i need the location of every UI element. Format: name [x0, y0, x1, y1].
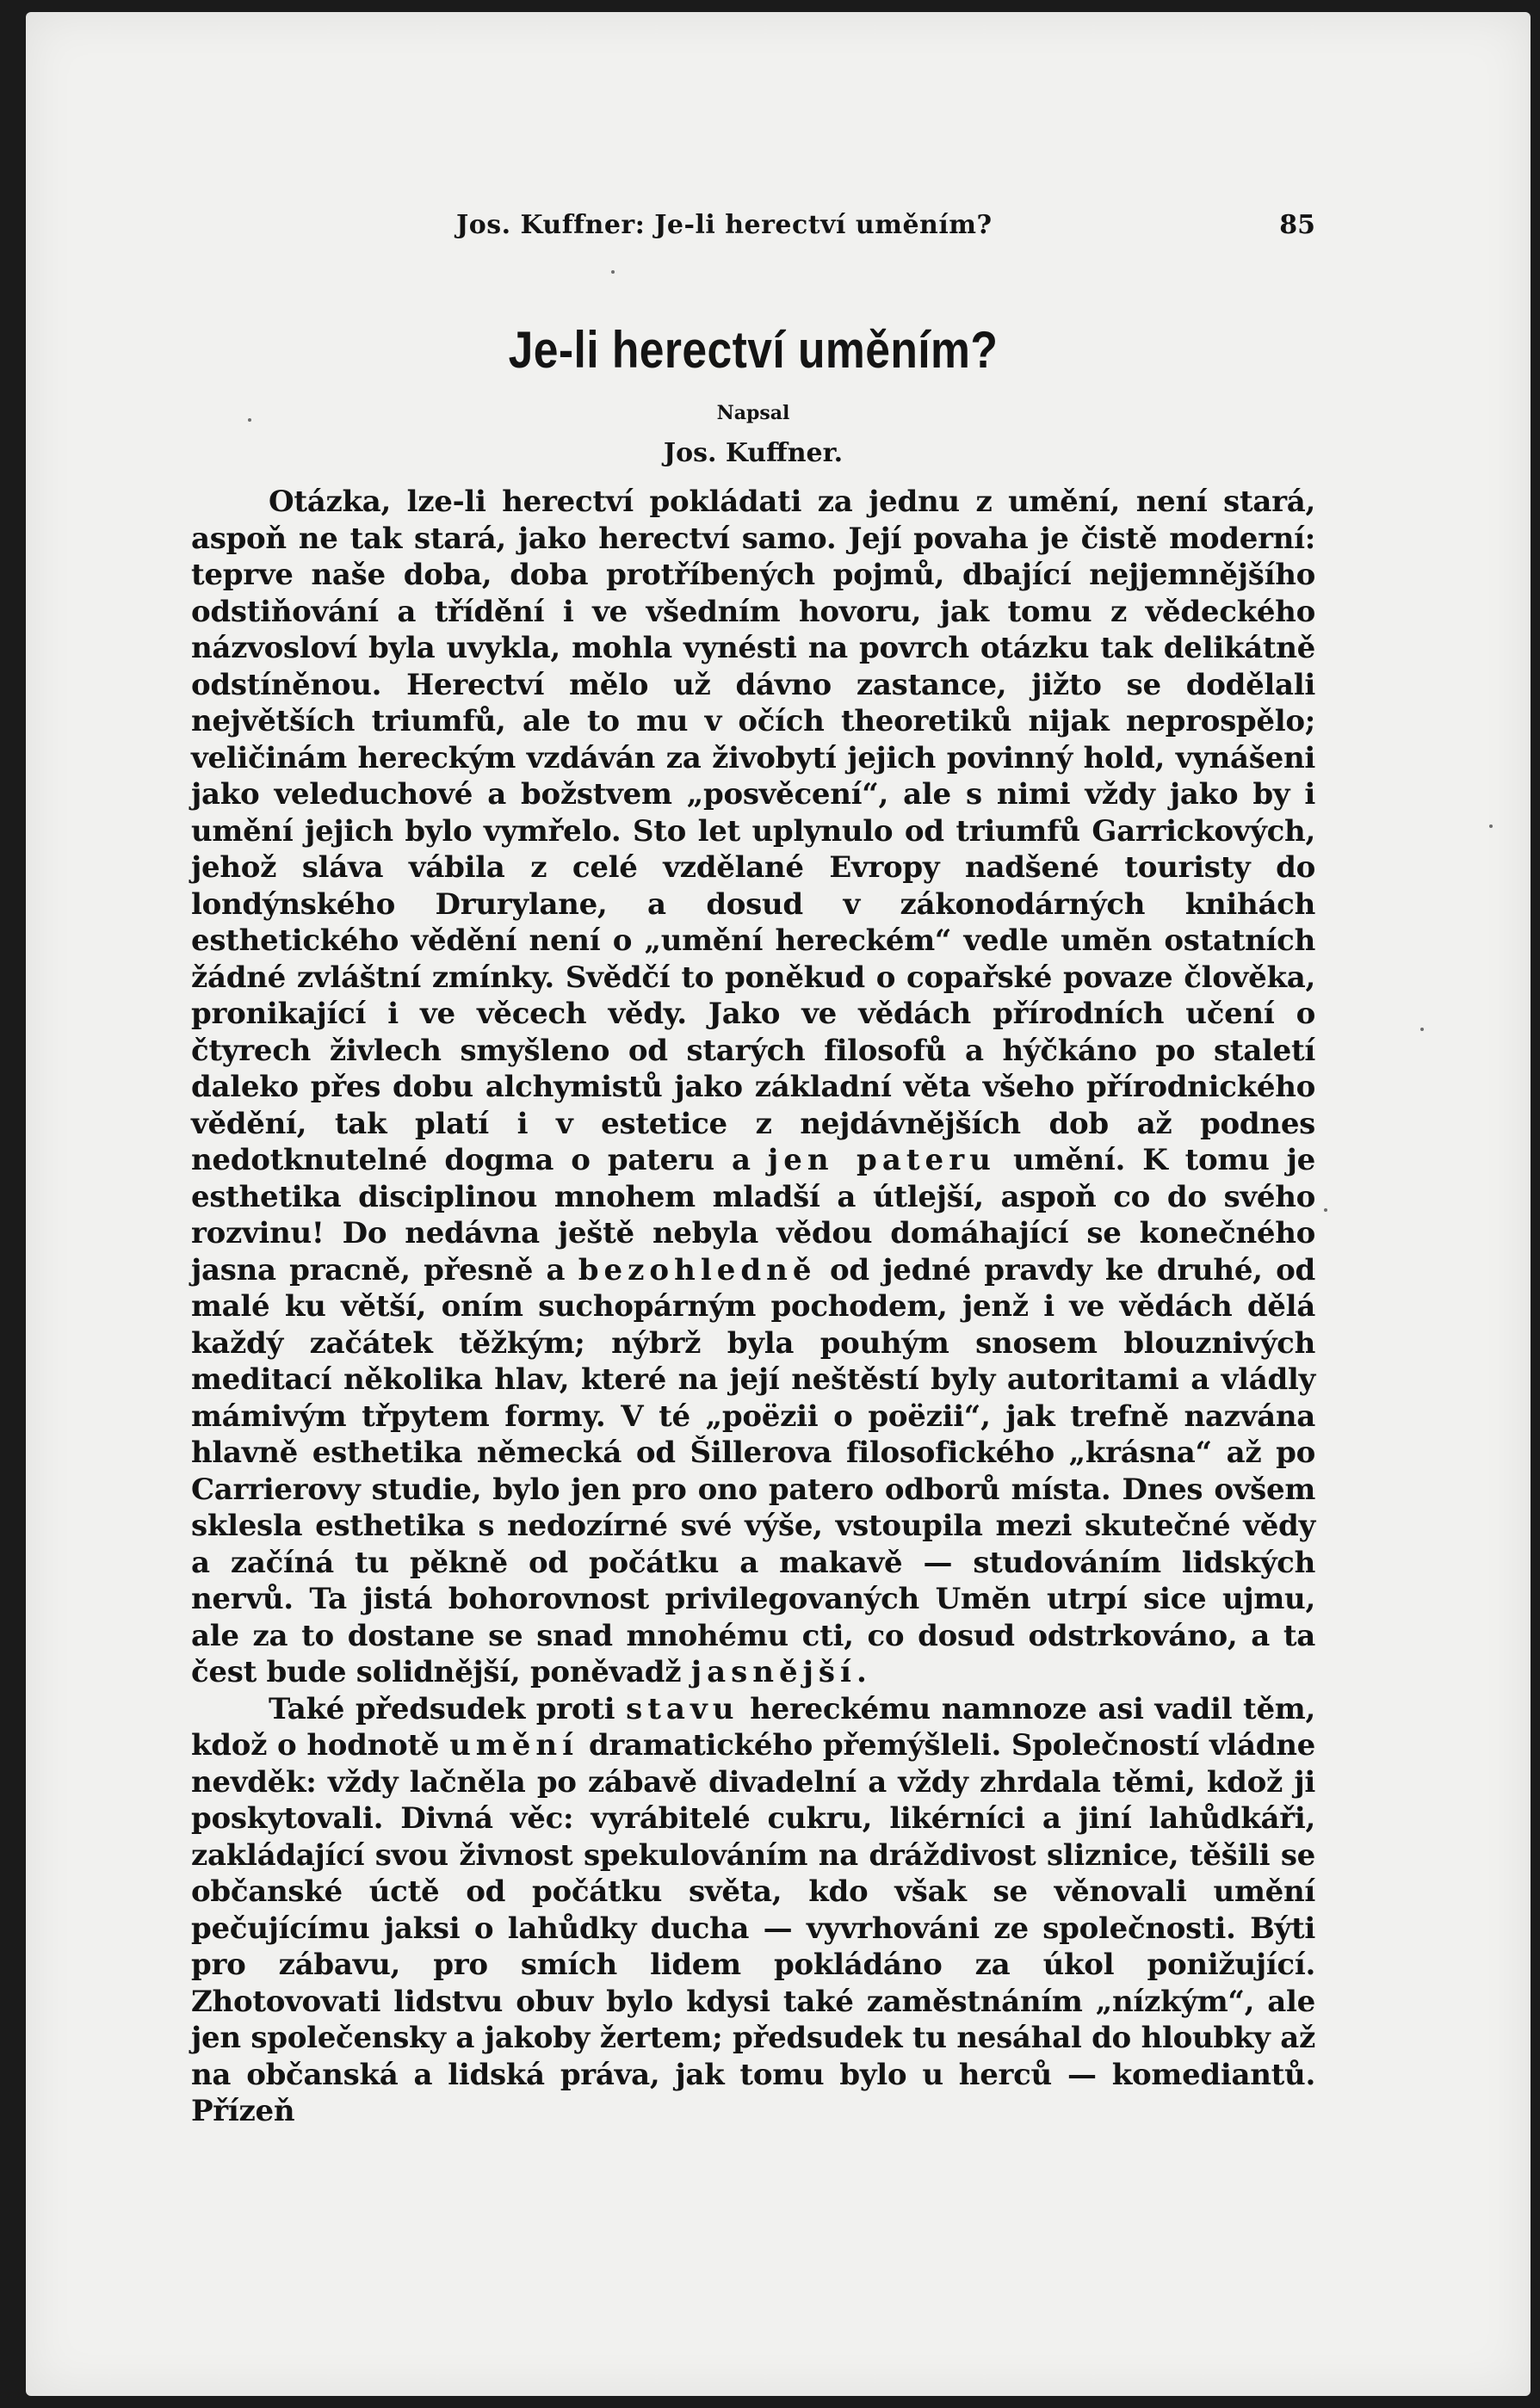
- text-run: Také předsudek proti: [269, 1691, 615, 1726]
- text-run: Otázka, lze-li herectví pokládati za jednu z umění, není stará, aspoň ne tak stará, jako herectví samo. Její povaha je čistě moderní: teprve naše doba, doba protříbených pojmů, dbající nejjemnějšího odstiňování a třídění i ve všedním hovoru, jak tomu z vědeckého názvosloví byla uvykla, mohla vynésti na povrch otázku tak delikátně odstíněnou. Herectví mělo už dávno zastance, jižto se dodělali největších triumfů, ale to mu v očích theoretiků nijak neprospělo; veličinám hereckým vzdáván za živobytí jejich povinný hold, vynášeni jako veleduchové a božstvem „posvěcení“, ale s nimi vždy jako by i umění jejich bylo vymřelo. Sto let uplynulo od triumfů Garrickových, jehož sláva vábila z celé vzdělané Evropy nadšené touristy do londýnského Drurylane, a dosud v zákonodárných knihách esthetického vědění není o „umění hereckém“ vedle umĕn ostatních žádné zvláštní zmínky. Svědčí to poněkud o copařské povaze člověka, pronikající i ve věcech vědy. Jako ve vědách přírodních učení o čtyrech živlech smyšleno od starých filosofů a hýčkáno po staletí daleko přes dobu alchymistů jako základní věta všeho přírodnického vědění, tak platí i v estetice z nejdávnějších dob až podnes nedotknutelné dogma o pateru a: [191, 485, 1315, 1177]
- byline-label: Napsal: [716, 402, 790, 424]
- text-run: dramatického přemýšleli. Společností vládne nevděk: vždy lačněla po zábavě divadelní a vždy zhrdala těmi, kdož ji poskytovali. Divná věc: vyrábitelé cukru, likérníci a jiní lahůdkáři, zakládající svou živnost spekulováním na dráždivost sliznice, těšili se občanské úctě od počátku světa, kdo však se věnovali umění pečujícímu jaksi o lahůdky ducha — vyvrhováni ze společnosti. Býti pro zábavu, pro smích lidem pokládáno za úkol ponižující. Zhotovovati lidstvu obuv bylo kdysi také zaměstnáním „nízkým“, ale jen společensky a jakoby žertem; předsudek tu nesáhal do hloubky až na občanská a lidská práva, jak tomu bylo u herců — komediantů. Přízeň: [191, 1728, 1315, 2128]
- text-run: od jedné pravdy ke druhé, od malé ku větší, oním suchopárným pochodem, jenž i ve vědách dělá každý začátek těžkým; nýbrž byla pouhým snosem blouznivých meditací několika hlav, které na její neštěstí byly autoritami a vládly mámivým třpytem formy. V té „poëzii o poëzii“, jak trefně nazvána hlavně esthetika německá od Šillerova filosofického „krásna“ až po Carrierovy studie, bylo jen pro ono patero odborů místa. Dnes ovšem sklesla esthetika s nedozírné své výše, vstoupila mezi skutečné vědy a začíná tu pěkně od počátku a makavě — studováním lidských nervů. Ta jistá bohorovnost privilegovaných Umĕn utrpí sice ujmu, ale za to dostane se snad mnohému cti, co dosud odstrkováno, a ta čest bude solidnější, poněvadž: [191, 1252, 1315, 1689]
- running-head: [191, 198, 1315, 246]
- emphasis-spaced: bezohledně: [578, 1252, 817, 1287]
- emphasis-spaced: jen pateru: [767, 1143, 996, 1177]
- text-run: umění. K tomu je esthetika disciplinou mnohem mladší a útlejší, aspoň co do svého rozvinu! Do nedávna ještě nebyla vědou domáhající se konečného jasna pracně, přesně a: [191, 1143, 1316, 1287]
- emphasis-spaced: umění: [449, 1728, 579, 1763]
- paper-speck: [1489, 824, 1493, 828]
- byline-author: Jos. Kuffner.: [663, 438, 844, 468]
- running-title: Jos. Kuffner: Je-li herectví uměním?: [456, 210, 993, 240]
- paragraph-2: [191, 1691, 1315, 2130]
- text-run: hereckému namnoze asi vadil těm, kdož o hodnotě: [191, 1691, 1315, 1763]
- article-body: [191, 484, 1315, 2130]
- book-page: [26, 12, 1531, 2396]
- page-content: [191, 198, 1315, 2130]
- article-title: Je-li herectví uměním?: [508, 321, 999, 379]
- emphasis-spaced: jasnější.: [690, 1655, 872, 1689]
- emphasis-spaced: stavu: [626, 1691, 739, 1726]
- page-number: 85: [1279, 210, 1315, 240]
- paper-speck: [1324, 1208, 1327, 1212]
- paragraph-1: [191, 484, 1315, 1691]
- paper-speck: [1420, 1028, 1424, 1031]
